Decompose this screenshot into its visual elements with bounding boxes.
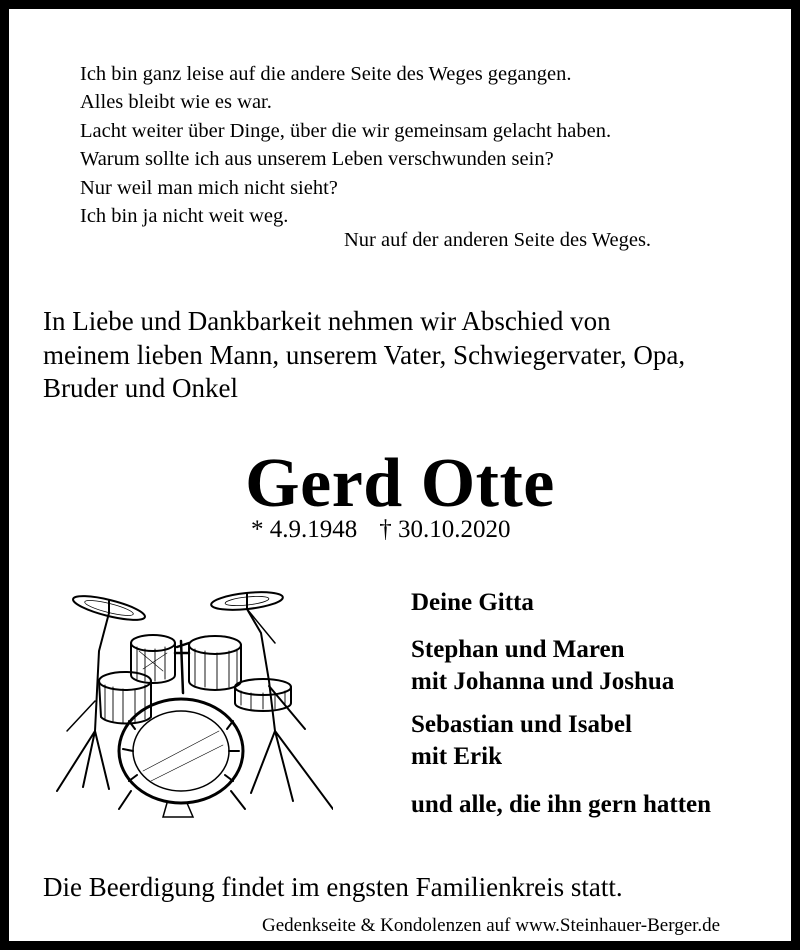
poem [80, 60, 611, 230]
intro-line: Bruder und Onkel [43, 373, 238, 403]
family-child-line: mit Johanna und Joshua [411, 668, 675, 695]
deceased-name: Gerd Otte [245, 445, 555, 522]
funeral-note: Die Beerdigung findet im engsten Familienkreis statt. [43, 872, 623, 902]
drum-kit-icon [43, 581, 333, 821]
family-child-line: Stephan und Maren [411, 636, 625, 663]
family-spouse: Deine Gitta [411, 589, 534, 616]
intro-line: meinem lieben Mann, unserem Vater, Schwiegervater, Opa, [43, 339, 686, 370]
poem-line: Ich bin ja nicht weit weg. [80, 205, 289, 228]
birth-date: * 4.9.1948 [251, 516, 358, 543]
family-others: und alle, die ihn gern hatten [411, 791, 712, 818]
poem-line: Warum sollte ich aus unserem Leben verschwunden sein? [80, 148, 554, 171]
death-date: † 30.10.2020 [379, 516, 511, 543]
poem-line: Nur weil man mich nicht sieht? [80, 176, 338, 199]
poem-line: Ich bin ganz leise auf die andere Seite des Weges gegangen. [80, 63, 572, 85]
poem-line: Lacht weiter über Dinge, über die wir gemeinsam gelacht haben. [80, 119, 612, 142]
intro-line: In Liebe und Dankbarkeit nehmen wir Abschied von [43, 306, 611, 336]
condolence-website-note: Gedenkseite & Kondolenzen auf www.Steinhauer-Berger.de [262, 915, 721, 936]
poem-line: Alles bleibt wie es war. [80, 91, 272, 114]
family-child-line: mit Erik [411, 743, 502, 770]
life-dates [251, 516, 511, 544]
family-child-line: Sebastian und Isabel [411, 711, 632, 738]
family-signatures [411, 587, 711, 821]
farewell-intro [43, 305, 685, 406]
poem-closing-line: Nur auf der anderen Seite des Weges. [344, 229, 652, 251]
